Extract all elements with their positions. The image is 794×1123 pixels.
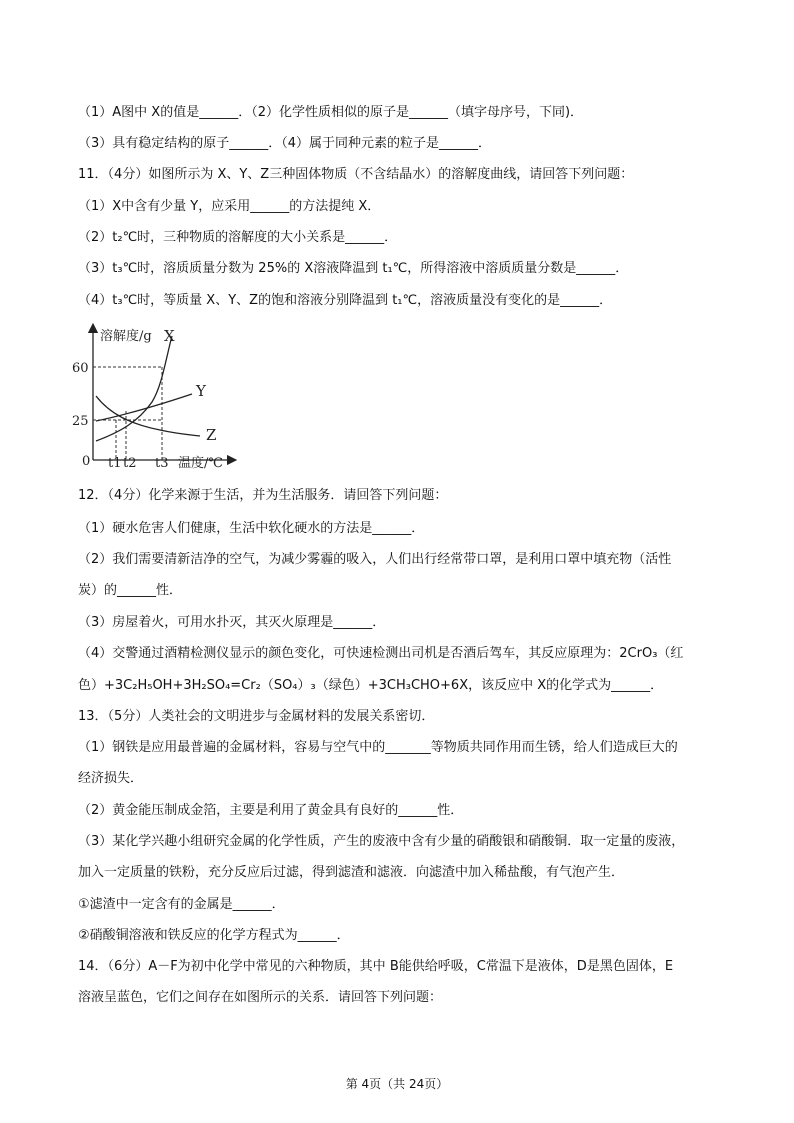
q12-part-4-a: （4）交警通过酒精检测仪显示的颜色变化，可快速检测出司机是否酒后驾车，其反应原理为：2CrO₃（红 — [78, 646, 684, 661]
series-z-label: Z — [206, 426, 217, 444]
curve-x — [96, 336, 172, 441]
q12-part-1: （1）硬水危害人们健康，生活中软化硬水的方法是______． — [78, 521, 425, 536]
q12-part-3: （3）房屋着火，可用水扑灭，其灭火原理是______． — [78, 615, 386, 630]
q13-part-3-b: 加入一定质量的铁粉，充分反应后过滤，得到滤渣和滤液．向滤渣中加入稀盐酸，有气泡产生． — [78, 865, 625, 880]
q12-part-4-b: 色）+3C₂H₅OH+3H₂SO₄=Cr₂（SO₄）₃（绿色）+3CH₃CHO+6X，该反应中 X的化学式为______． — [78, 678, 664, 693]
q12-stem: 12．（4分）化学来源于生活，并为生活服务．请回答下列问题： — [78, 488, 448, 503]
q12-part-2-b: 炭）的______性． — [78, 583, 183, 598]
q12-part-2-a: （2）我们需要清新洁净的空气，为减少雾霾的吸入，人们出行经常带口罩，是利用口罩中填充物（活性 — [78, 552, 672, 567]
xlabel: 温度/℃ — [178, 456, 223, 470]
q11-part-3: （3）t₃℃时，溶质质量分数为 25%的 X溶液降温到 t₁℃，所得溶液中溶质质量分数是______． — [78, 261, 629, 276]
curve-z — [96, 396, 200, 436]
q14-stem-b: 溶液呈蓝色，它们之间存在如图所示的关系．请回答下列问题： — [78, 990, 443, 1005]
q13-sub-1: ①滤渣中一定含有的金属是______． — [78, 897, 285, 912]
q13-part-2: （2）黄金能压制成金箔，主要是利用了黄金具有良好的______性． — [78, 803, 464, 818]
q10-line-1: （1）A图中 X的值是______．（2）化学性质相似的原子是______（填字母序号，下同)． — [78, 105, 584, 120]
q11-part-2: （2）t₂℃时，三种物质的溶解度的大小关系是______． — [78, 230, 398, 245]
xtick-t1: t1 — [108, 456, 122, 470]
series-x-label: X — [164, 327, 175, 345]
page-footer: 第 4页（共 24页） — [345, 1077, 449, 1091]
q13-sub-2: ②硝酸铜溶液和铁反应的化学方程式为______． — [78, 928, 350, 943]
curve-y — [96, 394, 192, 421]
q11-part-1: （1）X中含有少量 Y，应采用______的方法提纯 X． — [78, 199, 381, 214]
ytick-60: 60 — [72, 361, 89, 376]
q10-line-2: （3）具有稳定结构的原子______．（4）属于同种元素的粒子是______． — [78, 136, 492, 151]
q13-part-3-a: （3）某化学兴趣小组研究金属的化学性质，产生的废液中含有少量的硝酸银和硝酸铜．取一定量的废液， — [78, 834, 685, 849]
xtick-t2: t2 — [123, 456, 137, 470]
solubility-curve-figure — [60, 322, 240, 470]
q14-stem-a: 14．（6分）A－F为初中化学中常见的六种物质，其中 B能供给呼吸，C常温下是液体，D是黑色固体，E — [78, 959, 674, 974]
q13-part-1-b: 经济损失． — [78, 771, 144, 786]
q11-part-4: （4）t₃℃时，等质量 X、Y、Z的饱和溶液分别降温到 t₁℃，溶液质量没有变化的是______． — [78, 293, 613, 308]
xtick-t3: t3 — [155, 456, 169, 470]
ytick-25: 25 — [72, 414, 89, 429]
q11-stem: 11．（4分）如图所示为 X、Y、Z三种固体物质（不含结晶水）的溶解度曲线，请回答下列问题： — [78, 167, 634, 182]
ylabel: 溶解度/g — [100, 329, 152, 344]
series-y-label: Y — [196, 382, 206, 400]
q13-stem: 13．（5分）人类社会的文明进步与金属材料的发展关系密切． — [78, 709, 435, 724]
q13-part-1-a: （1）钢铁是应用最普遍的金属材料，容易与空气中的_______等物质共同作用而生锈，给人们造成巨大的 — [78, 740, 678, 755]
origin-label: 0 — [82, 454, 91, 469]
